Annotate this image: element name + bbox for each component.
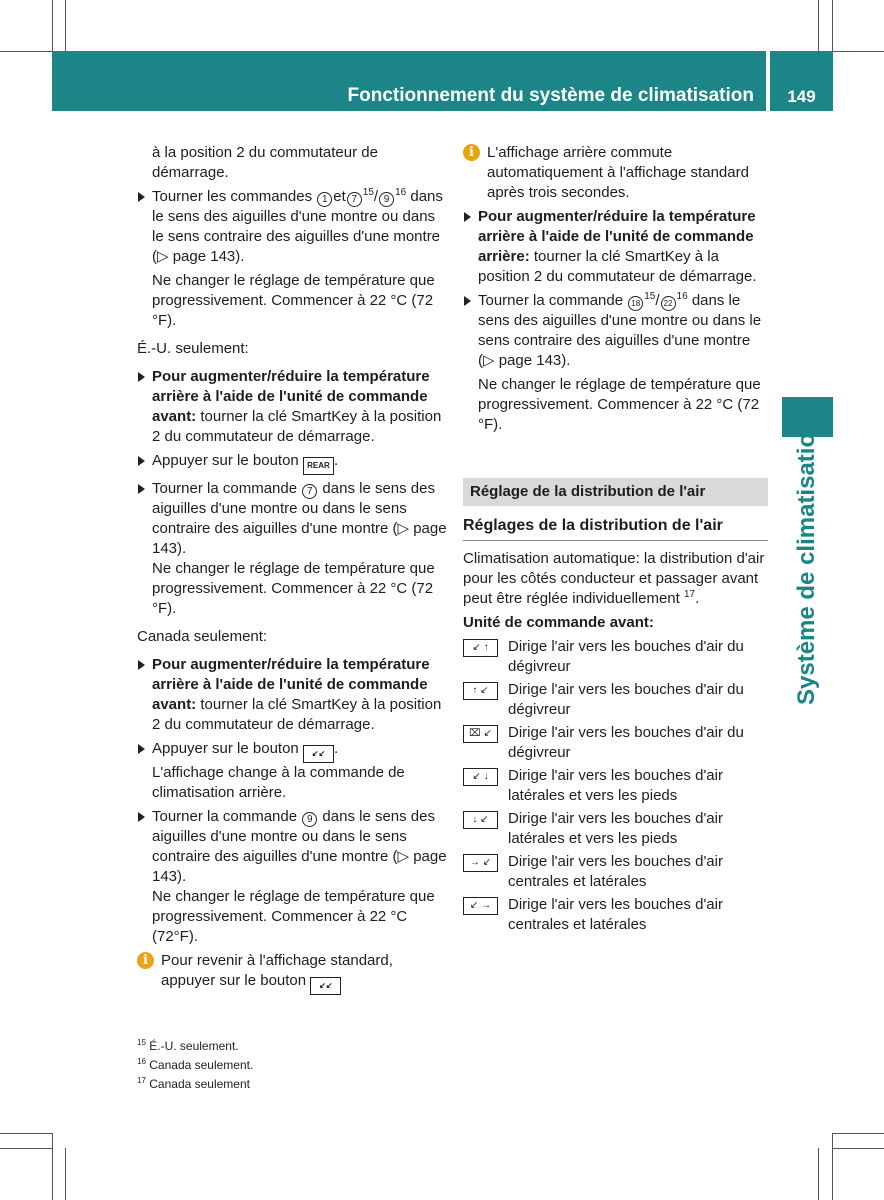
control-22-icon: 22 bbox=[661, 296, 676, 311]
control-7-icon: 7 bbox=[347, 192, 362, 207]
note-text: Ne changer le réglage de température que progressivement. Commencer à 22 °C (72 °F). bbox=[478, 376, 761, 433]
air-mode-icon: → ↙ bbox=[463, 854, 498, 872]
air-mode-icon: ↙ → bbox=[463, 897, 498, 915]
step-arrow-icon bbox=[138, 744, 145, 754]
step-turn-control-7: Tourner la commande 7 dans le sens des aiguilles d'une montre ou dans le sens contraire des aiguilles d'une montre (▷ page 143). bbox=[137, 479, 447, 559]
control-18-icon: 18 bbox=[628, 296, 643, 311]
crop-mark bbox=[833, 1148, 884, 1149]
info-icon: i bbox=[463, 144, 480, 161]
section-heading: Réglage de la distribution de l'air bbox=[463, 478, 768, 506]
footnote: $^{15}$ É.-U. seulement. bbox=[137, 1038, 239, 1053]
crop-mark bbox=[0, 51, 52, 52]
air-mode-icon: ↙ ↑ bbox=[463, 639, 498, 657]
step-arrow-icon bbox=[464, 212, 471, 222]
step-press-rear: Appuyer sur le bouton REAR . bbox=[137, 451, 447, 475]
intro-text: à la position 2 du commutateur de démarrage. bbox=[152, 144, 378, 181]
list-item: ⌧ ↙ Dirige l'air vers les bouches d'air du dégivreur bbox=[463, 723, 768, 763]
unit-label: Unité de commande avant: bbox=[463, 614, 654, 631]
subsection-heading: Réglages de la distribution de l'air bbox=[463, 516, 768, 541]
footnote: $^{16}$ Canada seulement. bbox=[137, 1057, 254, 1072]
control-7-icon: 7 bbox=[302, 484, 317, 499]
note-text: Ne changer le réglage de température que progressivement. Commencer à 22 °C (72 °F). bbox=[152, 272, 435, 329]
footnote: $^{17}$ Canada seulement bbox=[137, 1076, 250, 1091]
info-note: i Pour revenir à l'affichage standard, appuyer sur le bouton ↙↙ bbox=[137, 951, 447, 995]
list-item: ↙ → Dirige l'air vers les bouches d'air centrales et latérales bbox=[463, 895, 768, 935]
step-rear-temp-rear-unit: Pour augmenter/réduire la température arrière à l'aide de l'unité de commande arrière: tourner la clé SmartKey à la position 2 du commutateur de démarrage. bbox=[463, 207, 768, 287]
crop-mark bbox=[52, 0, 53, 51]
list-item: ↙ ↑ Dirige l'air vers les bouches d'air du dégivreur bbox=[463, 637, 768, 677]
step-arrow-icon bbox=[138, 660, 145, 670]
note-text: Ne changer le réglage de température que progressivement. Commencer à 22 °C (72°F). bbox=[152, 888, 435, 945]
step-arrow-icon bbox=[138, 192, 145, 202]
list-item: ↑ ↙ Dirige l'air vers les bouches d'air du dégivreur bbox=[463, 680, 768, 720]
step-turn-control-9: Tourner la commande 9 dans le sens des aiguilles d'une montre ou dans le sens contraire des aiguilles d'une montre (▷ page 143). bbox=[137, 807, 447, 887]
page-title: Fonctionnement du système de climatisation bbox=[347, 85, 754, 106]
air-distribution-button-icon: ↙↙ bbox=[310, 977, 341, 995]
crop-mark bbox=[818, 0, 819, 51]
crop-mark bbox=[0, 1148, 52, 1149]
info-icon: i bbox=[137, 952, 154, 969]
step-rear-temp-canada: Pour augmenter/réduire la température arrière à l'aide de l'unité de commande avant: tourner la clé SmartKey à la position 2 du commutateur de démarrage. bbox=[137, 655, 447, 735]
step-turn-controls: Tourner les commandes 1 et $7^{15}/$ $9^{16}$ dans le sens des aiguilles d'une montre ou dans le sens contraire des aiguilles d'une montre (▷ page 143). bbox=[137, 187, 447, 267]
header-bar bbox=[52, 51, 766, 111]
air-distribution-button-icon: ↙↙ bbox=[303, 745, 334, 763]
crop-mark bbox=[65, 1148, 66, 1200]
crop-mark bbox=[0, 1133, 52, 1134]
step-arrow-icon bbox=[138, 484, 145, 494]
control-1-icon: 1 bbox=[317, 192, 332, 207]
note-text: Ne changer le réglage de température que progressivement. Commencer à 22 °C (72 °F). bbox=[152, 560, 435, 617]
control-9-icon: 9 bbox=[302, 812, 317, 827]
footnotes bbox=[137, 1037, 253, 1094]
step-arrow-icon bbox=[138, 812, 145, 822]
defrost-mode-icon: ⌧ ↙ bbox=[463, 725, 498, 743]
right-column bbox=[463, 143, 768, 935]
step-turn-control-18-22: Tourner la commande $18^{15}/$ $22^{16}$ dans le sens des aiguilles d'une montre ou dans le sens contraire des aiguilles d'une montre (▷ page 143). bbox=[463, 291, 768, 371]
us-label: É.-U. seulement: bbox=[137, 340, 249, 357]
info-note: i L'affichage arrière commute automatiquement à l'affichage standard après trois secondes. bbox=[463, 143, 768, 203]
list-item: ↓ ↙ Dirige l'air vers les bouches d'air latérales et vers les pieds bbox=[463, 809, 768, 849]
step-arrow-icon bbox=[138, 456, 145, 466]
step-arrow-icon bbox=[464, 296, 471, 306]
crop-mark bbox=[832, 1133, 833, 1200]
mode-list bbox=[463, 637, 768, 935]
body-paragraph: Climatisation automatique: la distribution d'air pour les côtés conducteur et passager avant peut être réglée individuellement $^{17}$. bbox=[463, 550, 765, 607]
control-9-icon: 9 bbox=[379, 192, 394, 207]
crop-mark bbox=[65, 0, 66, 51]
list-item: → ↙ Dirige l'air vers les bouches d'air centrales et latérales bbox=[463, 852, 768, 892]
crop-mark bbox=[832, 0, 833, 51]
page-number: 149 bbox=[787, 87, 816, 106]
step-rear-temp-us: Pour augmenter/réduire la température arrière à l'aide de l'unité de commande avant: tourner la clé SmartKey à la position 2 du commutateur de démarrage. bbox=[137, 367, 447, 447]
rear-button-icon: REAR bbox=[303, 457, 334, 475]
canada-label: Canada seulement: bbox=[137, 628, 268, 645]
crop-mark bbox=[52, 1133, 53, 1200]
list-item: ↙ ↓ Dirige l'air vers les bouches d'air latérales et vers les pieds bbox=[463, 766, 768, 806]
step-press-climate: Appuyer sur le bouton ↙↙ . L'affichage change à la commande de climatisation arrière. bbox=[137, 739, 447, 803]
air-mode-icon: ↑ ↙ bbox=[463, 682, 498, 700]
step-arrow-icon bbox=[138, 372, 145, 382]
crop-mark bbox=[833, 1133, 884, 1134]
page-number-box bbox=[770, 51, 833, 111]
crop-mark bbox=[833, 51, 884, 52]
side-title: Système de climatisation bbox=[793, 418, 820, 705]
air-mode-icon: ↓ ↙ bbox=[463, 811, 498, 829]
left-column bbox=[137, 143, 447, 995]
air-mode-icon: ↙ ↓ bbox=[463, 768, 498, 786]
crop-mark bbox=[818, 1148, 819, 1200]
